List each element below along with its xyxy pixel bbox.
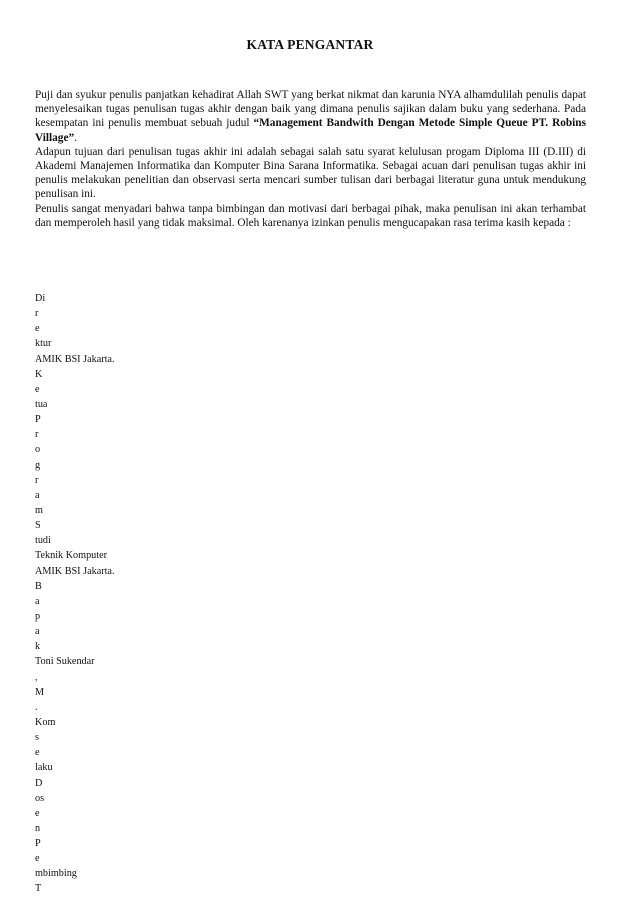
list-fragment: k bbox=[35, 641, 41, 653]
list-fragment: Di bbox=[35, 293, 46, 304]
list-fragment: AMIK BSI Jakarta. bbox=[35, 565, 115, 577]
paragraph-1-text: Puji dan syukur penulis panjatkan kehadirat Allah SWT yang berkat nikmat dan karunia NYA alhamdulilah penulis dapat menyelesaikan tugas penulisan tugas akhir dengan baik yang dimana penulis sajikan dalam buku yang sederhana. Pada kesempatan ini penulis membuat sebuah judul bbox=[35, 89, 586, 130]
list-fragment: T bbox=[35, 883, 42, 895]
list-fragment: m bbox=[35, 504, 43, 516]
list-fragment: P bbox=[35, 838, 41, 850]
list-fragment: B bbox=[35, 580, 42, 592]
list-fragment: e bbox=[35, 807, 40, 819]
list-fragment: . bbox=[35, 701, 38, 713]
list-fragment: Teknik Komputer bbox=[35, 550, 107, 562]
list-fragment: a bbox=[35, 489, 40, 501]
paragraph-1-end: . bbox=[74, 131, 77, 144]
list-fragment: g bbox=[35, 459, 41, 471]
list-fragment: p bbox=[35, 610, 41, 622]
list-fragment: a bbox=[35, 626, 40, 638]
list-fragment: e bbox=[35, 323, 40, 335]
list-fragment: o bbox=[35, 444, 41, 456]
list-fragment: e bbox=[35, 747, 40, 759]
list-fragment: ktur bbox=[35, 338, 52, 350]
list-fragment: os bbox=[35, 792, 45, 804]
list-fragment: K bbox=[35, 368, 43, 380]
list-fragment: tudi bbox=[35, 535, 51, 547]
list-fragment: P bbox=[35, 414, 41, 426]
paragraph-1 bbox=[35, 88, 586, 145]
body-text bbox=[35, 88, 586, 230]
list-fragment: , bbox=[35, 671, 38, 683]
list-fragment: r bbox=[35, 429, 39, 441]
list-fragment: a bbox=[35, 595, 40, 607]
list-fragment: n bbox=[35, 822, 41, 834]
page-title: KATA PENGANTAR bbox=[246, 37, 374, 52]
list-fragment: e bbox=[35, 383, 40, 395]
list-fragment: r bbox=[35, 474, 39, 486]
thesis-title: “Management Bandwith Dengan Metode Simple Queue PT. Robins Village” bbox=[35, 117, 586, 144]
paragraph-3: Penulis sangat menyadari bahwa tanpa bimbingan dan motivasi dari berbagai pihak, maka penulisan ini akan terhambat dan memperoleh hasil yang tidak maksimal. Oleh karenanya izinkan penulis mengucapakan rasa terima kasih kepada : bbox=[35, 202, 586, 229]
list-fragment: M bbox=[35, 686, 45, 698]
acknowledgement-list bbox=[35, 291, 115, 897]
list-fragment: tua bbox=[35, 398, 48, 410]
list-fragment: D bbox=[35, 777, 43, 789]
list-fragment: AMIK BSI Jakarta. bbox=[35, 353, 115, 365]
list-fragment: s bbox=[35, 732, 39, 744]
list-fragment: Toni Sukendar bbox=[35, 656, 95, 668]
list-fragment: laku bbox=[35, 762, 53, 774]
paragraph-2: Adapun tujuan dari penulisan tugas akhir ini adalah sebagai salah satu syarat kelulusan progam Diploma III (D.III) di Akademi Manajemen Informatika dan Komputer Bina Sarana Informatika. Sebagai acuan dari penulisan tugas akhir ini penulis melakukan penelitian dan observasi serta mencari sumber tulisan dari berbagai literatur guna untuk mendukung penulisan ini. bbox=[35, 145, 586, 201]
list-fragment: mbimbing bbox=[35, 868, 77, 880]
list-fragment: S bbox=[35, 520, 41, 532]
list-fragment: Kom bbox=[35, 716, 56, 728]
list-fragment: e bbox=[35, 853, 40, 865]
list-fragment: r bbox=[35, 308, 39, 320]
